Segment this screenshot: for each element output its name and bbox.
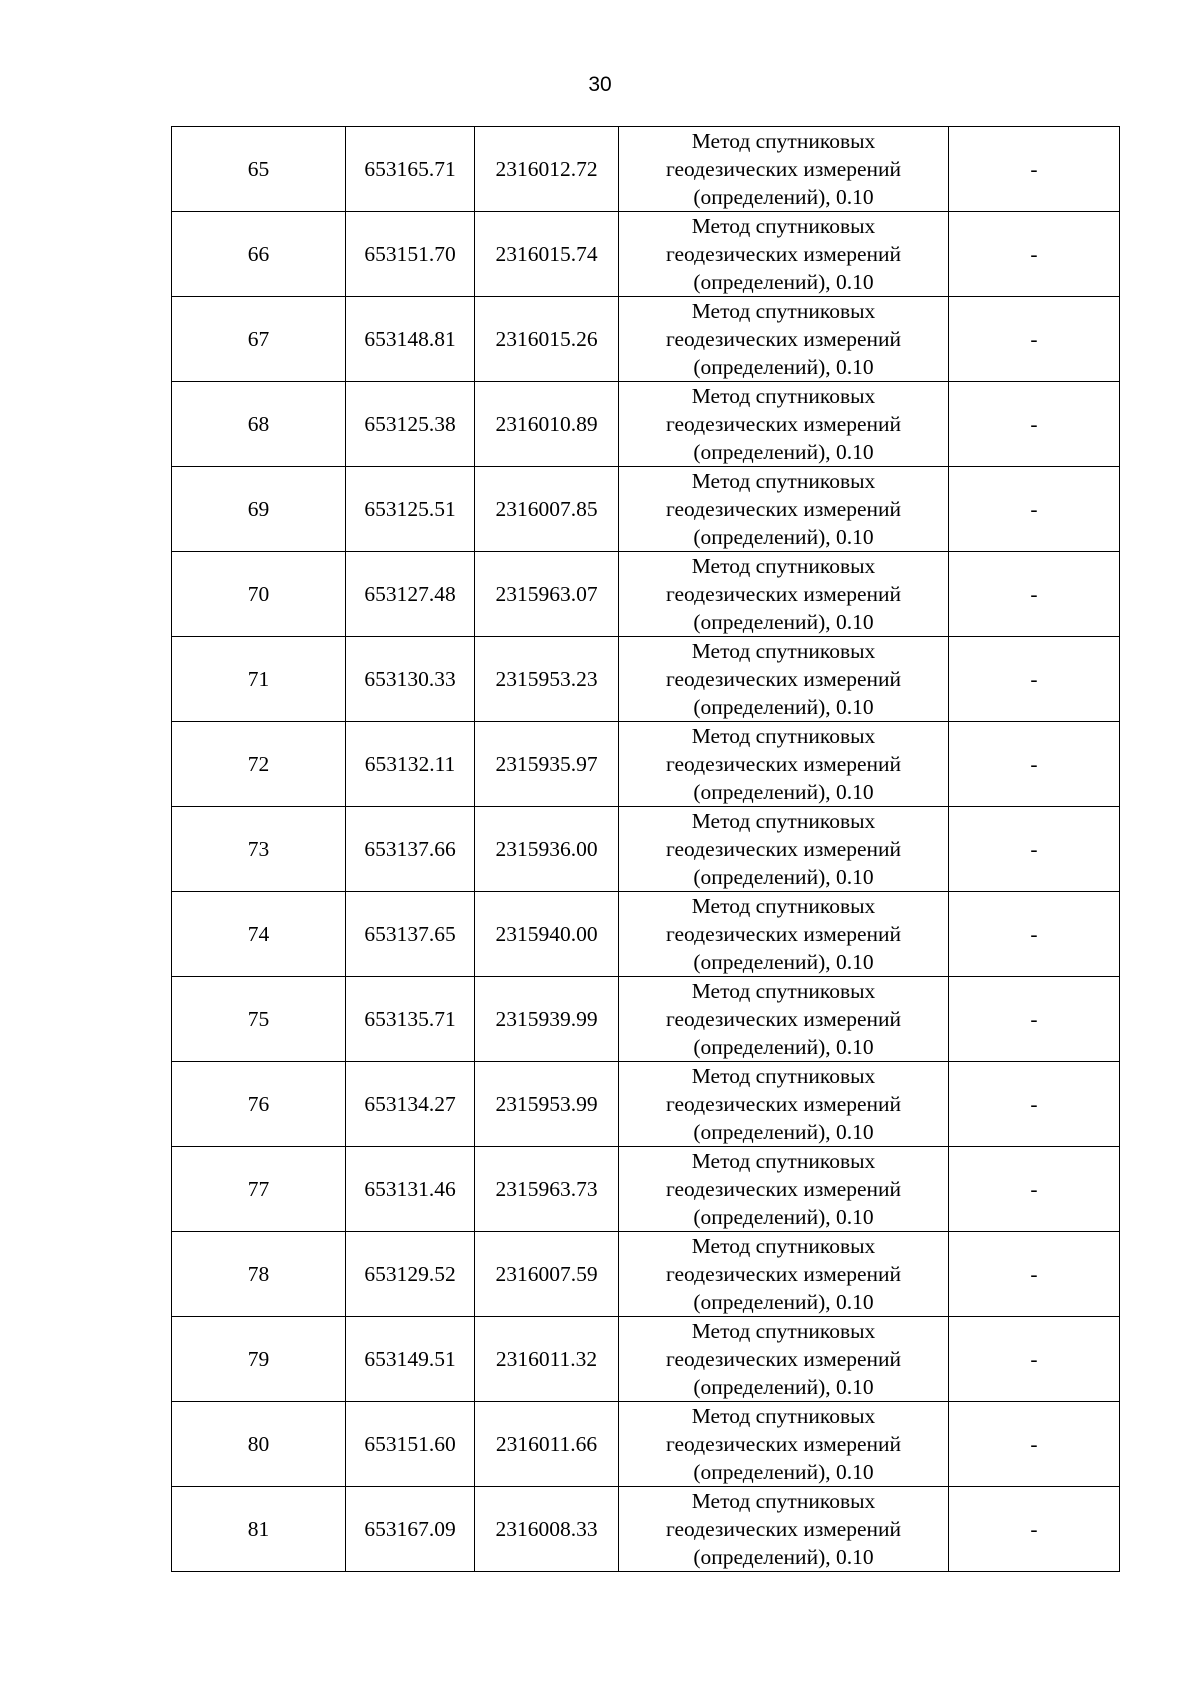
note-cell: - bbox=[949, 1062, 1120, 1147]
x-coordinate-cell: 653130.33 bbox=[346, 637, 475, 722]
method-line: (определений), 0.10 bbox=[693, 440, 874, 464]
method-line: геодезических измерений bbox=[665, 412, 902, 436]
x-coordinate-cell: 653129.52 bbox=[346, 1232, 475, 1317]
y-coordinate-cell: 2315953.99 bbox=[475, 1062, 619, 1147]
method-line: Метод спутниковых bbox=[691, 1319, 876, 1343]
note-cell: - bbox=[949, 892, 1120, 977]
table-row bbox=[172, 552, 1120, 637]
x-coordinate-cell: 653125.51 bbox=[346, 467, 475, 552]
note-cell: - bbox=[949, 977, 1120, 1062]
method-line: (определений), 0.10 bbox=[693, 1460, 874, 1484]
point-number-cell: 67 bbox=[172, 297, 346, 382]
method-line: Метод спутниковых bbox=[691, 1064, 876, 1088]
note-cell: - bbox=[949, 637, 1120, 722]
method-cell bbox=[619, 977, 949, 1062]
method-line: (определений), 0.10 bbox=[693, 610, 874, 634]
method-cell bbox=[619, 1062, 949, 1147]
point-number-cell: 73 bbox=[172, 807, 346, 892]
coordinates-table bbox=[171, 126, 1120, 1572]
method-line: геодезических измерений bbox=[665, 157, 902, 181]
x-coordinate-cell: 653167.09 bbox=[346, 1487, 475, 1572]
note-cell: - bbox=[949, 467, 1120, 552]
table-row bbox=[172, 637, 1120, 722]
y-coordinate-cell: 2315940.00 bbox=[475, 892, 619, 977]
method-line: геодезических измерений bbox=[665, 667, 902, 691]
note-cell: - bbox=[949, 722, 1120, 807]
y-coordinate-cell: 2316010.89 bbox=[475, 382, 619, 467]
table-row bbox=[172, 297, 1120, 382]
method-line: Метод спутниковых bbox=[691, 979, 876, 1003]
y-coordinate-cell: 2316012.72 bbox=[475, 127, 619, 212]
point-number-cell: 66 bbox=[172, 212, 346, 297]
method-cell bbox=[619, 382, 949, 467]
method-line: Метод спутниковых bbox=[691, 469, 876, 493]
method-line: Метод спутниковых bbox=[691, 1234, 876, 1258]
method-line: (определений), 0.10 bbox=[693, 780, 874, 804]
y-coordinate-cell: 2315936.00 bbox=[475, 807, 619, 892]
point-number-cell: 76 bbox=[172, 1062, 346, 1147]
method-cell bbox=[619, 212, 949, 297]
note-cell: - bbox=[949, 1487, 1120, 1572]
table-row bbox=[172, 1062, 1120, 1147]
x-coordinate-cell: 653151.70 bbox=[346, 212, 475, 297]
note-cell: - bbox=[949, 297, 1120, 382]
table-row bbox=[172, 807, 1120, 892]
point-number-cell: 78 bbox=[172, 1232, 346, 1317]
point-number-cell: 77 bbox=[172, 1147, 346, 1232]
method-cell bbox=[619, 1147, 949, 1232]
method-cell bbox=[619, 467, 949, 552]
method-line: Метод спутниковых bbox=[691, 1489, 876, 1513]
method-line: Метод спутниковых bbox=[691, 299, 876, 323]
method-line: (определений), 0.10 bbox=[693, 1035, 874, 1059]
method-line: геодезических измерений bbox=[665, 1007, 902, 1031]
method-line: Метод спутниковых bbox=[691, 1149, 876, 1173]
method-line: (определений), 0.10 bbox=[693, 355, 874, 379]
method-cell bbox=[619, 892, 949, 977]
method-line: (определений), 0.10 bbox=[693, 185, 874, 209]
method-line: (определений), 0.10 bbox=[693, 525, 874, 549]
x-coordinate-cell: 653125.38 bbox=[346, 382, 475, 467]
point-number-cell: 70 bbox=[172, 552, 346, 637]
note-cell: - bbox=[949, 552, 1120, 637]
note-cell: - bbox=[949, 1232, 1120, 1317]
table-row bbox=[172, 127, 1120, 212]
coordinates-table-body bbox=[172, 127, 1120, 1572]
method-line: геодезических измерений bbox=[665, 242, 902, 266]
method-line: (определений), 0.10 bbox=[693, 1290, 874, 1314]
table-row bbox=[172, 1402, 1120, 1487]
y-coordinate-cell: 2315935.97 bbox=[475, 722, 619, 807]
note-cell: - bbox=[949, 382, 1120, 467]
x-coordinate-cell: 653134.27 bbox=[346, 1062, 475, 1147]
method-line: (определений), 0.10 bbox=[693, 1375, 874, 1399]
method-line: геодезических измерений bbox=[665, 582, 902, 606]
note-cell: - bbox=[949, 127, 1120, 212]
table-row bbox=[172, 212, 1120, 297]
method-line: геодезических измерений bbox=[665, 1262, 902, 1286]
point-number-cell: 75 bbox=[172, 977, 346, 1062]
method-line: Метод спутниковых bbox=[691, 809, 876, 833]
method-cell bbox=[619, 722, 949, 807]
y-coordinate-cell: 2316007.85 bbox=[475, 467, 619, 552]
method-line: геодезических измерений bbox=[665, 1092, 902, 1116]
x-coordinate-cell: 653137.66 bbox=[346, 807, 475, 892]
point-number-cell: 79 bbox=[172, 1317, 346, 1402]
table-row bbox=[172, 892, 1120, 977]
method-line: геодезических измерений bbox=[665, 1177, 902, 1201]
method-line: геодезических измерений bbox=[665, 922, 902, 946]
method-line: (определений), 0.10 bbox=[693, 270, 874, 294]
y-coordinate-cell: 2316011.66 bbox=[475, 1402, 619, 1487]
method-line: Метод спутниковых bbox=[691, 724, 876, 748]
x-coordinate-cell: 653135.71 bbox=[346, 977, 475, 1062]
x-coordinate-cell: 653151.60 bbox=[346, 1402, 475, 1487]
method-cell bbox=[619, 552, 949, 637]
note-cell: - bbox=[949, 1147, 1120, 1232]
method-line: геодезических измерений bbox=[665, 1347, 902, 1371]
method-line: (определений), 0.10 bbox=[693, 950, 874, 974]
method-cell bbox=[619, 1317, 949, 1402]
table-row bbox=[172, 1147, 1120, 1232]
point-number-cell: 65 bbox=[172, 127, 346, 212]
method-line: Метод спутниковых bbox=[691, 554, 876, 578]
method-cell bbox=[619, 127, 949, 212]
x-coordinate-cell: 653165.71 bbox=[346, 127, 475, 212]
table-row bbox=[172, 467, 1120, 552]
method-line: Метод спутниковых bbox=[691, 639, 876, 663]
method-cell bbox=[619, 1487, 949, 1572]
y-coordinate-cell: 2315963.07 bbox=[475, 552, 619, 637]
note-cell: - bbox=[949, 807, 1120, 892]
note-cell: - bbox=[949, 1402, 1120, 1487]
method-line: геодезических измерений bbox=[665, 1432, 902, 1456]
x-coordinate-cell: 653137.65 bbox=[346, 892, 475, 977]
y-coordinate-cell: 2315939.99 bbox=[475, 977, 619, 1062]
y-coordinate-cell: 2316007.59 bbox=[475, 1232, 619, 1317]
method-line: (определений), 0.10 bbox=[693, 1545, 874, 1569]
method-cell bbox=[619, 1232, 949, 1317]
method-line: геодезических измерений bbox=[665, 752, 902, 776]
point-number-cell: 80 bbox=[172, 1402, 346, 1487]
table-row bbox=[172, 977, 1120, 1062]
x-coordinate-cell: 653127.48 bbox=[346, 552, 475, 637]
table-row bbox=[172, 1317, 1120, 1402]
method-line: Метод спутниковых bbox=[691, 894, 876, 918]
page-number: 30 bbox=[588, 73, 612, 96]
method-line: геодезических измерений bbox=[665, 1517, 902, 1541]
point-number-cell: 69 bbox=[172, 467, 346, 552]
table-row bbox=[172, 722, 1120, 807]
method-line: геодезических измерений bbox=[665, 497, 902, 521]
method-line: (определений), 0.10 bbox=[693, 1120, 874, 1144]
point-number-cell: 72 bbox=[172, 722, 346, 807]
y-coordinate-cell: 2316015.26 bbox=[475, 297, 619, 382]
point-number-cell: 74 bbox=[172, 892, 346, 977]
x-coordinate-cell: 653149.51 bbox=[346, 1317, 475, 1402]
method-line: Метод спутниковых bbox=[691, 214, 876, 238]
method-line: (определений), 0.10 bbox=[693, 695, 874, 719]
method-line: (определений), 0.10 bbox=[693, 1205, 874, 1229]
point-number-cell: 81 bbox=[172, 1487, 346, 1572]
method-line: Метод спутниковых bbox=[691, 129, 876, 153]
method-cell bbox=[619, 1402, 949, 1487]
y-coordinate-cell: 2316008.33 bbox=[475, 1487, 619, 1572]
point-number-cell: 71 bbox=[172, 637, 346, 722]
method-line: Метод спутниковых bbox=[691, 1404, 876, 1428]
method-line: Метод спутниковых bbox=[691, 384, 876, 408]
note-cell: - bbox=[949, 212, 1120, 297]
y-coordinate-cell: 2316015.74 bbox=[475, 212, 619, 297]
table-row bbox=[172, 1487, 1120, 1572]
method-cell bbox=[619, 807, 949, 892]
y-coordinate-cell: 2316011.32 bbox=[475, 1317, 619, 1402]
method-cell bbox=[619, 637, 949, 722]
table-row bbox=[172, 382, 1120, 467]
method-line: геодезических измерений bbox=[665, 327, 902, 351]
note-cell: - bbox=[949, 1317, 1120, 1402]
x-coordinate-cell: 653132.11 bbox=[346, 722, 475, 807]
y-coordinate-cell: 2315963.73 bbox=[475, 1147, 619, 1232]
y-coordinate-cell: 2315953.23 bbox=[475, 637, 619, 722]
x-coordinate-cell: 653148.81 bbox=[346, 297, 475, 382]
method-line: (определений), 0.10 bbox=[693, 865, 874, 889]
method-line: геодезических измерений bbox=[665, 837, 902, 861]
x-coordinate-cell: 653131.46 bbox=[346, 1147, 475, 1232]
table-row bbox=[172, 1232, 1120, 1317]
method-cell bbox=[619, 297, 949, 382]
point-number-cell: 68 bbox=[172, 382, 346, 467]
